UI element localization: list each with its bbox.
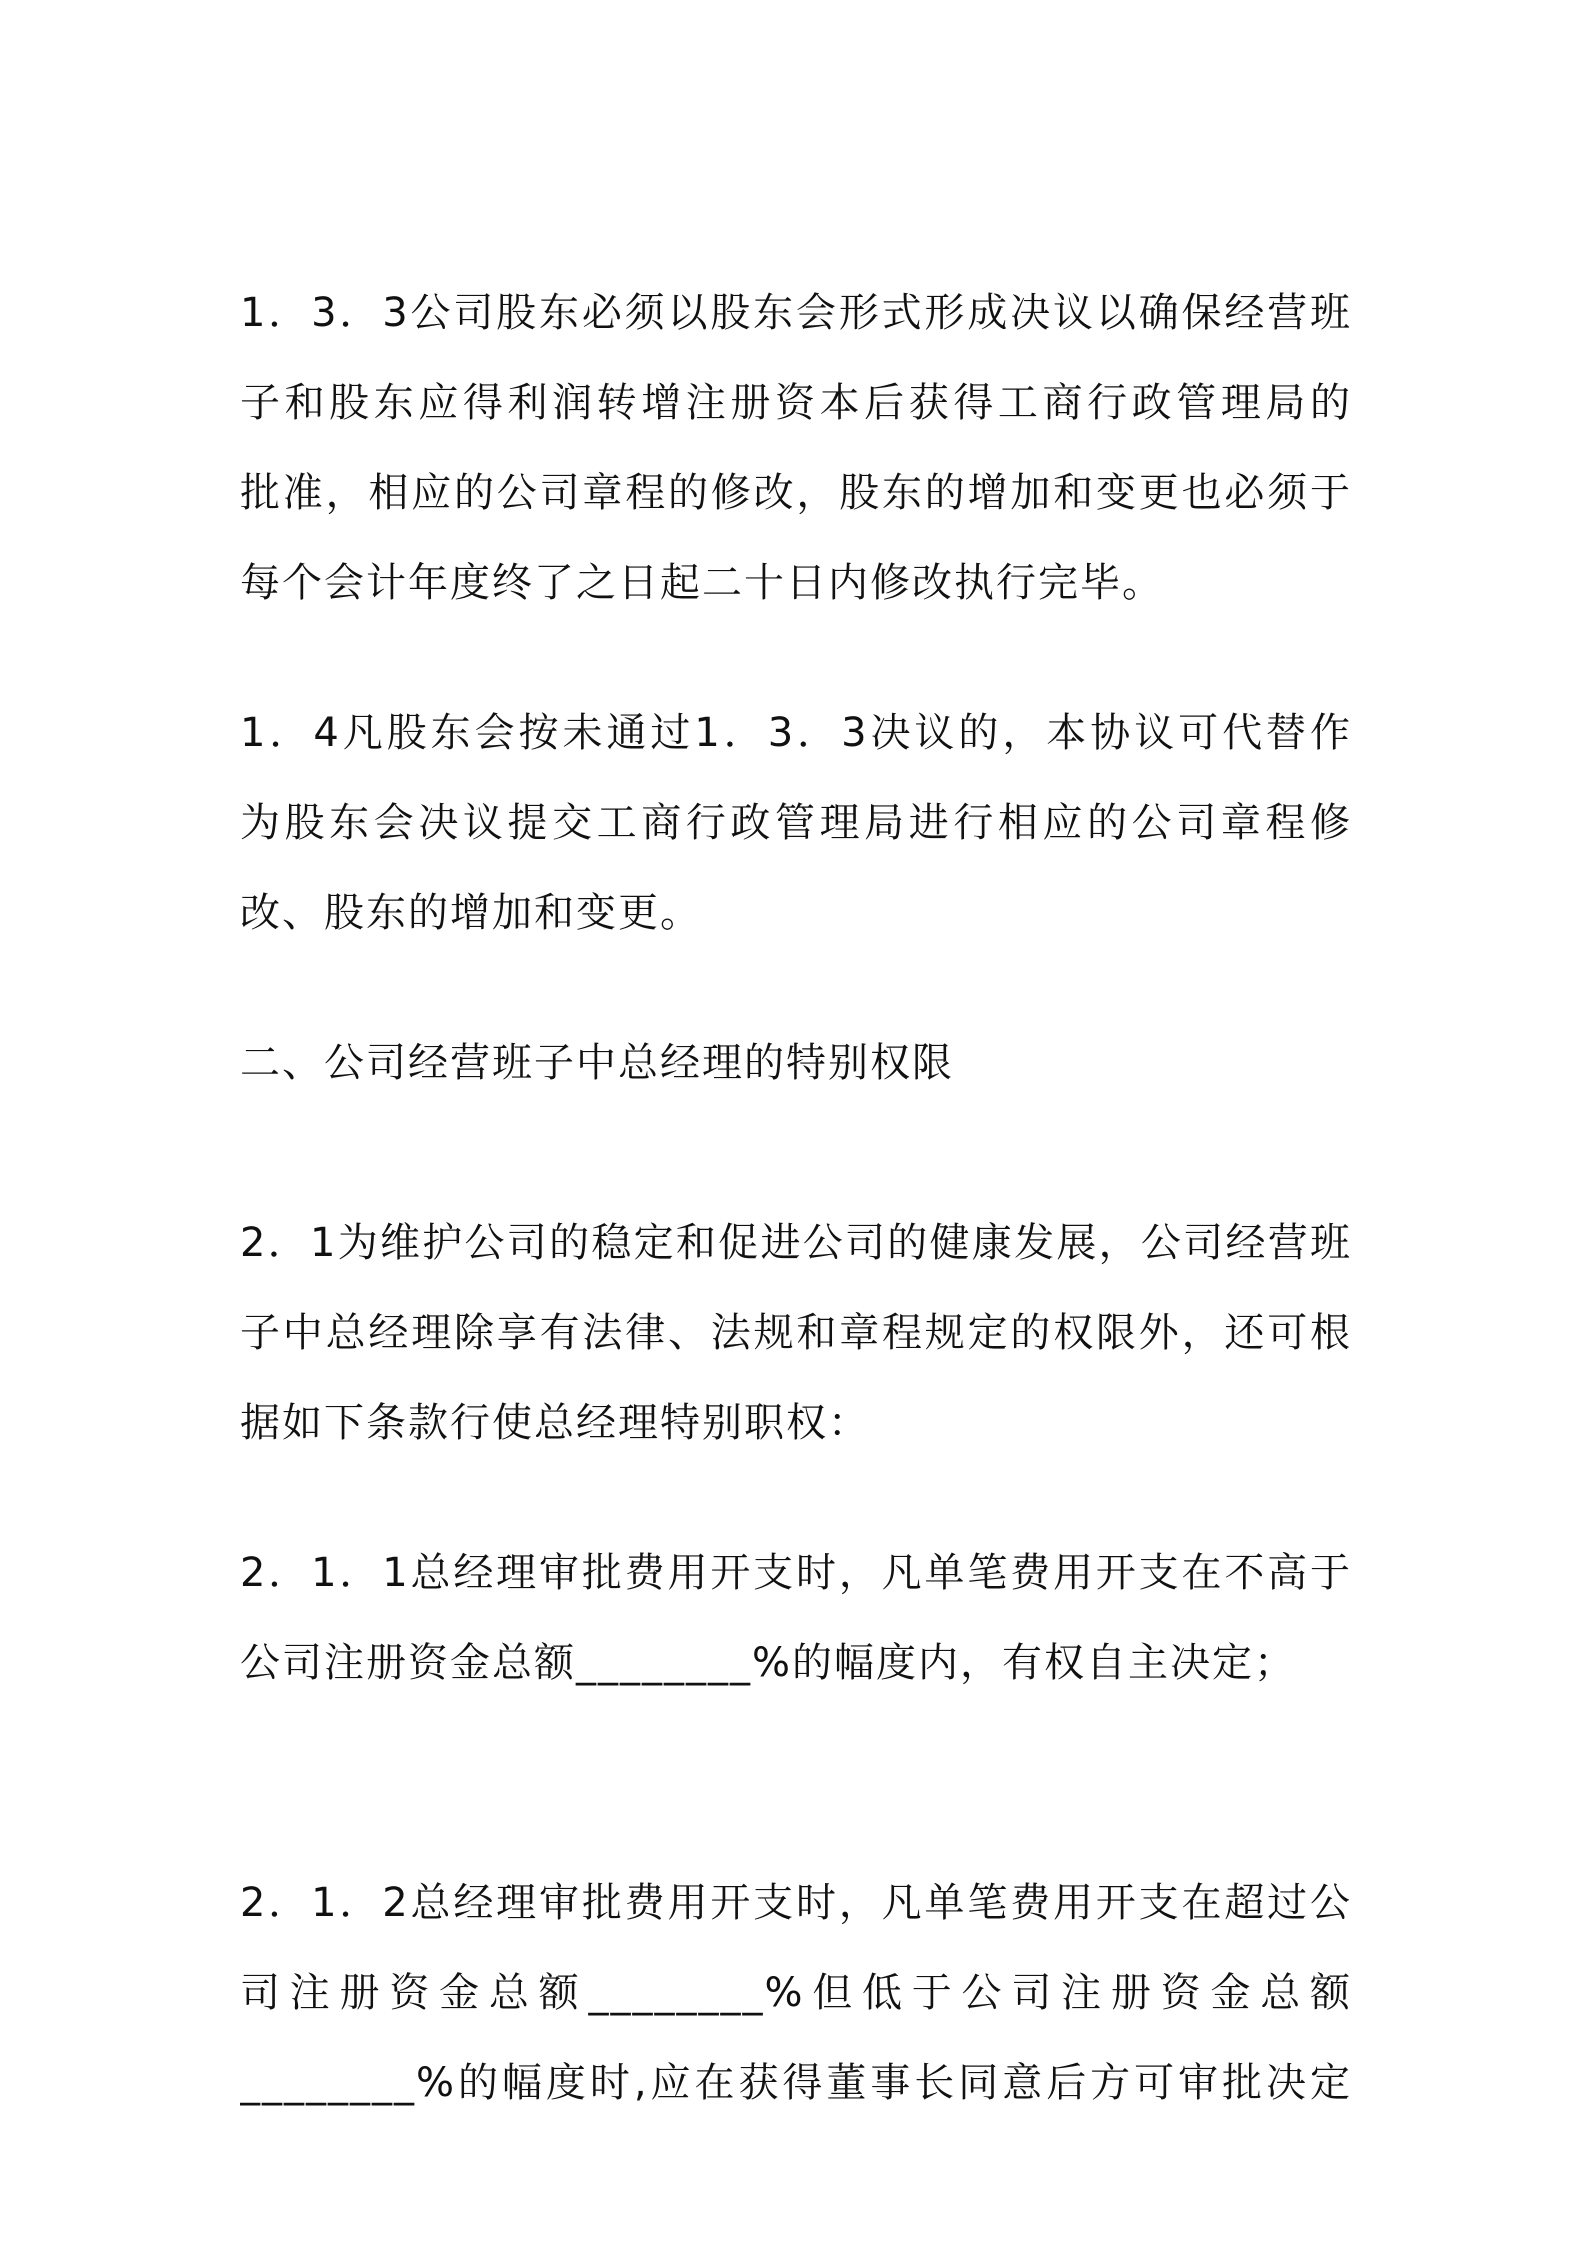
- text-line: 司注册资金总额________%但低于公司注册资金总额: [240, 1970, 1352, 2016]
- text-line: ________%的幅度时,应在获得董事长同意后方可审批决定: [240, 2060, 1352, 2106]
- text-line: 2．1．2总经理审批费用开支时，凡单笔费用开支在超过公: [240, 1880, 1352, 1926]
- text-line: 改、股东的增加和变更。: [240, 890, 702, 936]
- clause-2-1: [240, 1198, 1352, 1468]
- clause-1-3-3: [240, 268, 1352, 628]
- text-line: 每个会计年度终了之日起二十日内修改执行完毕。: [240, 560, 1164, 606]
- text-line: 据如下条款行使总经理特别职权：: [240, 1400, 870, 1446]
- text-line: 2．1．1总经理审批费用开支时，凡单笔费用开支在不高于: [240, 1550, 1352, 1596]
- text-line: 2．1为维护公司的稳定和促进公司的健康发展，公司经营班: [240, 1220, 1352, 1266]
- text-line: 1．3．3公司股东必须以股东会形式形成决议以确保经营班: [240, 290, 1352, 336]
- clause-2-1-1: [240, 1528, 1352, 1708]
- text-line: 1．4凡股东会按未通过1．3．3决议的，本协议可代替作: [240, 710, 1352, 756]
- text-line: 批准，相应的公司章程的修改，股东的增加和变更也必须于: [240, 470, 1352, 516]
- text-line: 公司注册资金总额________%的幅度内，有权自主决定；: [240, 1640, 1297, 1686]
- text-line: 子中总经理除享有法律、法规和章程规定的权限外，还可根: [240, 1310, 1352, 1356]
- clause-1-4: [240, 688, 1352, 958]
- text-line: 为股东会决议提交工商行政管理局进行相应的公司章程修: [240, 800, 1352, 846]
- clause-2-1-2: [240, 1858, 1352, 2128]
- text-line: 子和股东应得利润转增注册资本后获得工商行政管理局的: [240, 380, 1352, 426]
- heading-line: 二、公司经营班子中总经理的特别权限: [240, 1040, 954, 1086]
- section-heading-2: [240, 1018, 1352, 1108]
